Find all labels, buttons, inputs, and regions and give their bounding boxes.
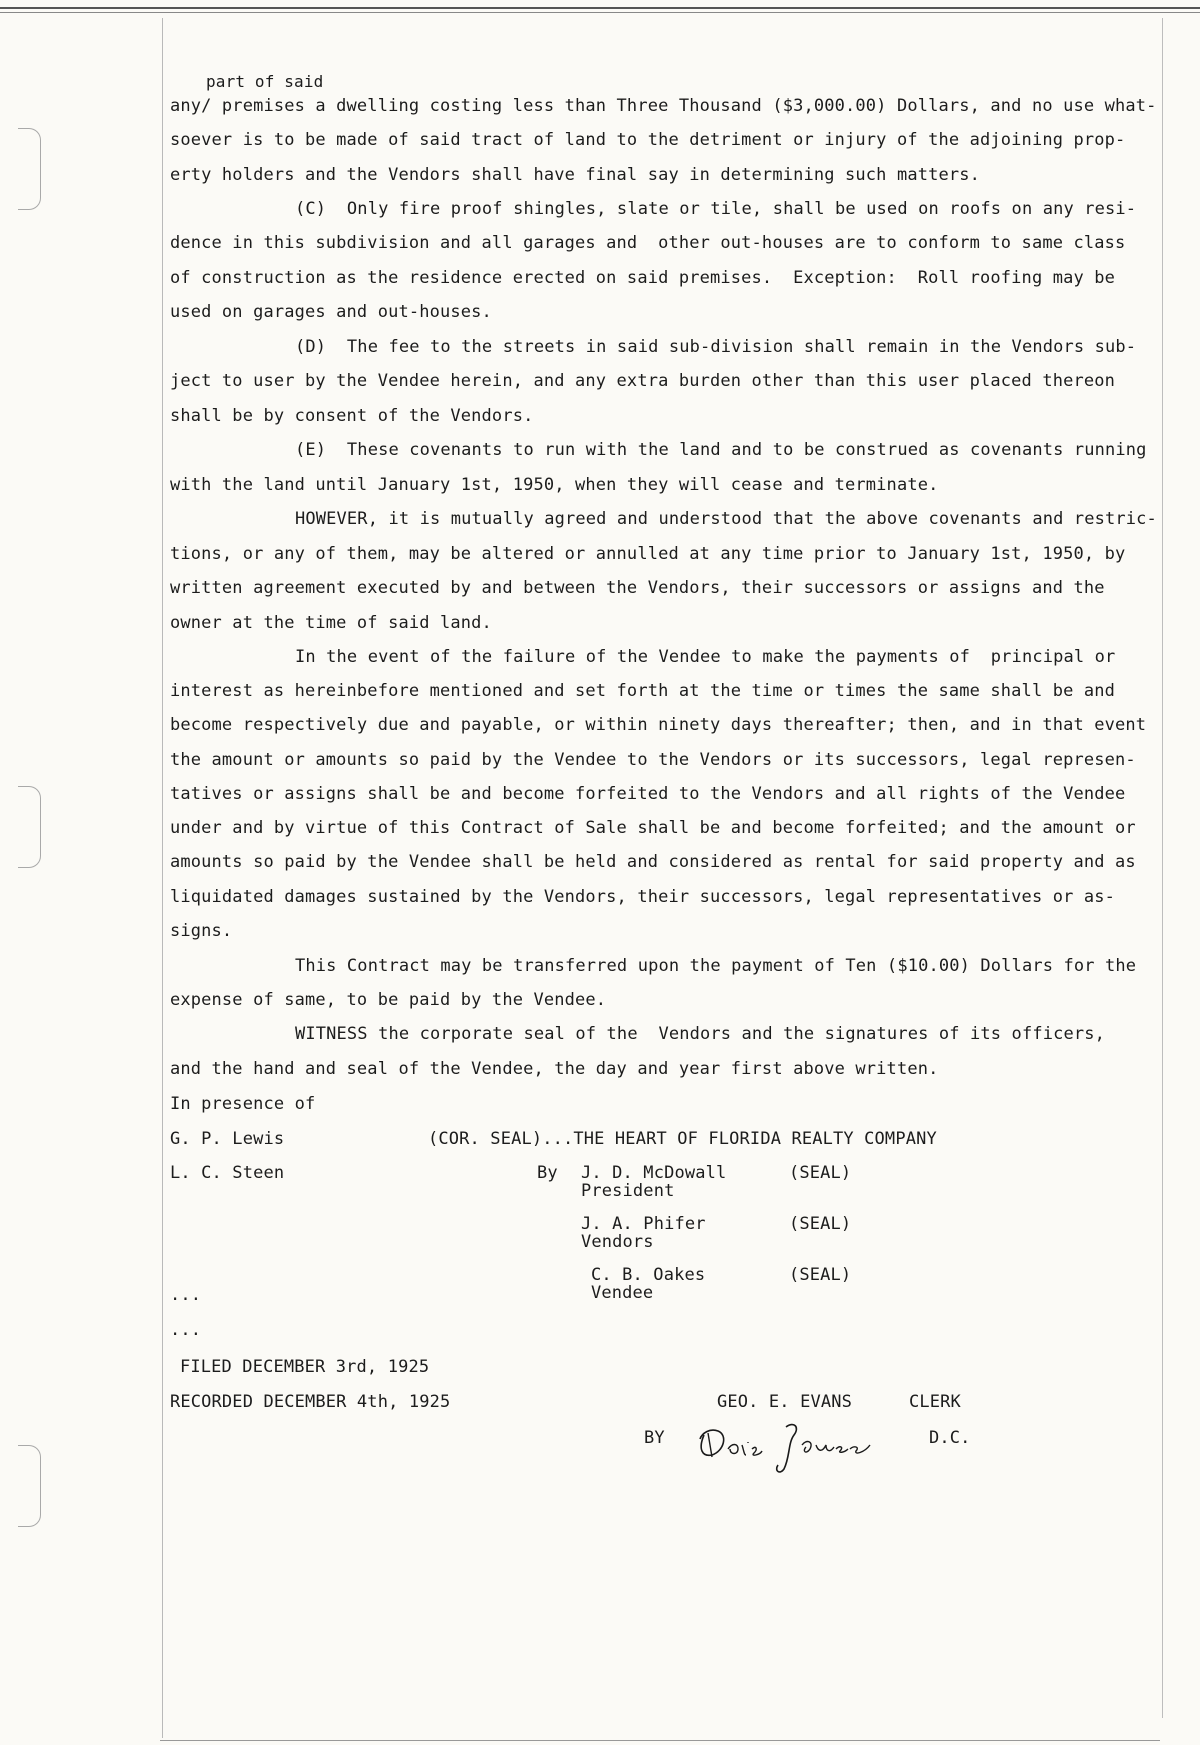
paragraph-line: soever is to be made of said tract of land to the detriment or injury of the adjoining prop- [170, 130, 1126, 150]
paragraph-line: interest as hereinbefore mentioned and set forth at the time or times the same shall be and [170, 681, 1116, 701]
paragraph-line: dence in this subdivision and all garages and other out-houses are to conform to same class [170, 233, 1126, 253]
paragraph-line: This Contract may be transferred upon the payment of Ten ($10.00) Dollars for the [295, 956, 1137, 976]
paragraph-line: (C) Only fire proof shingles, slate or tile, shall be used on roofs on any resi- [295, 199, 1137, 219]
paragraph-line: WITNESS the corporate seal of the Vendors and the signatures of its officers, [295, 1024, 1106, 1044]
right-margin-rule [1162, 18, 1163, 1718]
paragraph-line: amounts so paid by the Vendee shall be held and considered as rental for said property and as [170, 852, 1136, 872]
paragraph-line: become respectively due and payable, or within ninety days thereafter; then, and in that event [170, 715, 1147, 735]
punch-hole-top [18, 128, 41, 210]
paragraph-line: owner at the time of said land. [170, 613, 492, 633]
paragraph-line: ject to user by the Vendee herein, and any extra burden other than this user placed thereon [170, 371, 1116, 391]
filed-date: FILED DECEMBER 3rd, 1925 [180, 1357, 430, 1377]
presence-label: In presence of [170, 1094, 316, 1114]
paragraph-line: signs. [170, 921, 233, 941]
signatory-name: J. D. McDowall [581, 1163, 727, 1183]
paragraph-line: erty holders and the Vendors shall have final say in determining such matters. [170, 165, 981, 185]
paragraph-line: used on garages and out-houses. [170, 302, 492, 322]
punch-hole-middle [18, 786, 41, 868]
paragraph-line: tions, or any of them, may be altered or annulled at any time prior to January 1st, 1950, by [170, 544, 1126, 564]
paragraph-line: written agreement executed by and between the Vendors, their successors or assigns and the [170, 578, 1105, 598]
signatory-name: C. B. Oakes [591, 1265, 706, 1285]
paragraph-line: In the event of the failure of the Vendee to make the payments of principal or [295, 647, 1116, 667]
signatory-role: Vendors [581, 1232, 654, 1252]
insertion-note: part of said [206, 72, 324, 91]
paragraph-line: HOWEVER, it is mutually agreed and understood that the above covenants and restric- [295, 509, 1157, 529]
top-border-rule-inner [0, 12, 1200, 13]
punch-hole-bottom [18, 1445, 41, 1527]
recorded-date: RECORDED DECEMBER 4th, 1925 [170, 1392, 451, 1412]
witness-name: G. P. Lewis [170, 1129, 285, 1149]
paragraph-line: expense of same, to be paid by the Vendee. [170, 990, 607, 1010]
by-label: By [537, 1163, 558, 1183]
paragraph-line: liquidated damages sustained by the Vendors, their successors, legal representatives or as- [170, 887, 1116, 907]
paragraph-line: (E) These covenants to run with the land and to be construed as covenants running [295, 440, 1147, 460]
signatory-name: J. A. Phifer [581, 1214, 706, 1234]
signatory-seal: (SEAL) [789, 1214, 852, 1234]
corporate-seal-line: (COR. SEAL)...THE HEART OF FLORIDA REALTY COMPANY [428, 1129, 937, 1149]
paragraph-line: with the land until January 1st, 1950, when they will cease and terminate. [170, 475, 939, 495]
deputy-title: D.C. [929, 1428, 971, 1448]
bottom-margin-rule [160, 1740, 1160, 1741]
paragraph-line: the amount or amounts so paid by the Vendee to the Vendors or its successors, legal represen- [170, 750, 1136, 770]
top-border-rule [0, 7, 1200, 9]
ellipsis: ... [170, 1285, 202, 1305]
paragraph-line: tatives or assigns shall be and become forfeited to the Vendors and all rights of the Vendee [170, 784, 1126, 804]
paragraph-line: any/ premises a dwelling costing less than Three Thousand ($3,000.00) Dollars, and no use what- [170, 96, 1157, 116]
deputy-by-label: BY [644, 1428, 665, 1448]
ellipsis: ... [170, 1320, 202, 1340]
signatory-role: President [581, 1181, 675, 1201]
deputy-signature [690, 1405, 890, 1475]
signatory-role: Vendee [591, 1283, 654, 1303]
signatory-seal: (SEAL) [789, 1163, 852, 1183]
paragraph-line: of construction as the residence erected on said premises. Exception: Roll roofing may be [170, 268, 1116, 288]
paragraph-line: (D) The fee to the streets in said sub-division shall remain in the Vendors sub- [295, 337, 1137, 357]
witness-name: L. C. Steen [170, 1163, 285, 1183]
clerk-name: GEO. E. EVANS [717, 1392, 853, 1412]
signatory-seal: (SEAL) [789, 1265, 852, 1285]
paragraph-line: and the hand and seal of the Vendee, the day and year first above written. [170, 1059, 939, 1079]
clerk-title: CLERK [909, 1392, 961, 1412]
left-margin-rule [162, 18, 163, 1738]
paragraph-line: shall be by consent of the Vendors. [170, 406, 534, 426]
paragraph-line: under and by virtue of this Contract of Sale shall be and become forfeited; and the amount or [170, 818, 1136, 838]
